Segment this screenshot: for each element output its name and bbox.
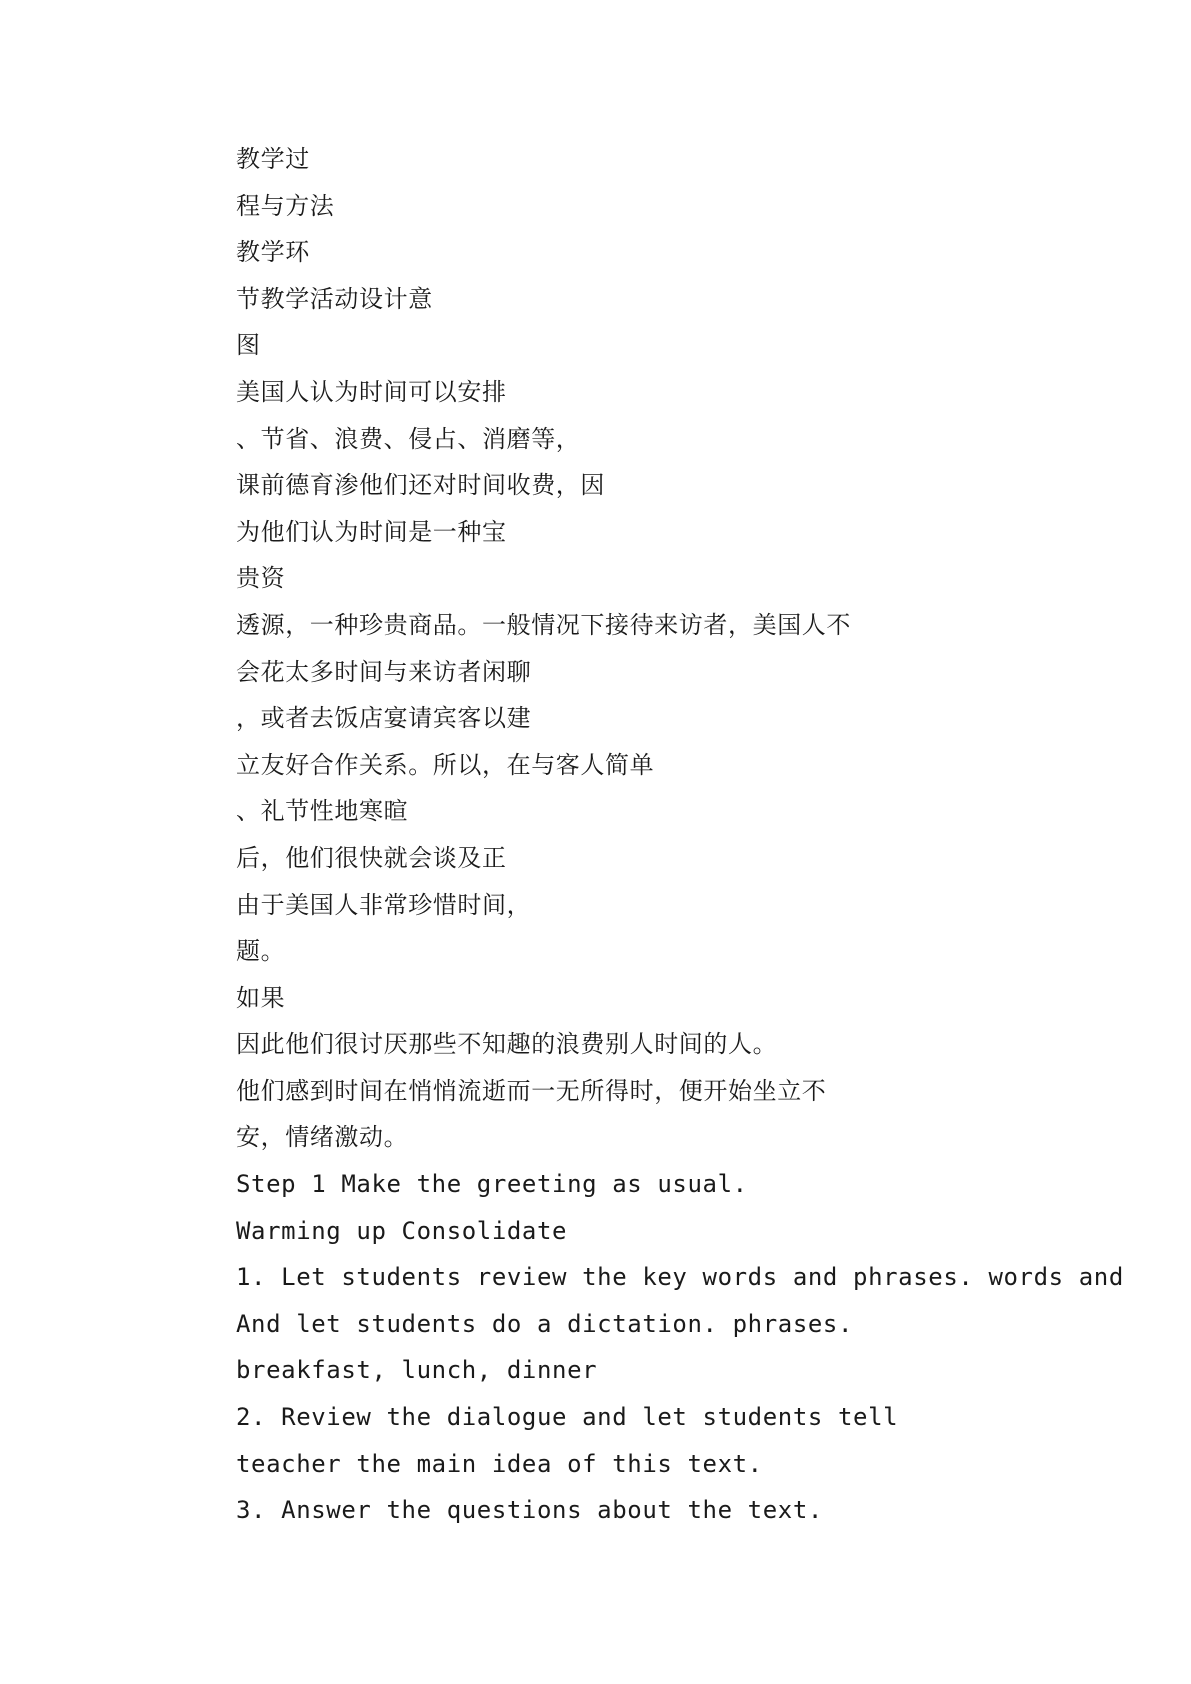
text-line: 由于美国人非常珍惜时间， <box>236 890 532 919</box>
text-line: 美国人认为时间可以安排 <box>236 377 507 406</box>
text-line: 透源，一种珍贵商品。一般情况下接待来访者，美国人不 <box>236 610 851 639</box>
text-line: 图 <box>236 331 261 360</box>
text-line: 2. Review the dialogue and let students tell <box>236 1403 899 1432</box>
text-line: 后，他们很快就会谈及正 <box>236 843 507 872</box>
text-line: Step 1 Make the greeting as usual. <box>236 1170 748 1199</box>
text-line: 程与方法 <box>236 191 335 220</box>
text-line: And let students do a dictation. phrases. <box>236 1309 854 1338</box>
text-line: 、节省、浪费、侵占、消磨等， <box>236 424 581 453</box>
text-line: 题。 <box>236 937 286 966</box>
text-line: 教学环 <box>236 238 310 267</box>
text-line: 立友好合作关系。所以，在与客人简单 <box>236 750 655 779</box>
text-line: 他们感到时间在悄悄流逝而一无所得时，便开始坐立不 <box>236 1076 827 1105</box>
text-line: 3. Answer the questions about the text. <box>236 1496 823 1525</box>
text-line: 为他们认为时间是一种宝 <box>236 517 507 546</box>
text-line: 节教学活动设计意 <box>236 284 433 313</box>
text-line: 教学过 <box>236 145 310 173</box>
text-line: Warming up Consolidate <box>236 1216 568 1245</box>
text-line: 、礼节性地寒暄 <box>236 797 409 826</box>
text-line: 因此他们很讨厌那些不知趣的浪费别人时间的人。 <box>236 1030 778 1059</box>
text-line: 1. Let students review the key words and phrases. words and <box>236 1263 1124 1292</box>
text-line: 安，情绪激动。 <box>236 1123 409 1152</box>
document-text-block <box>236 136 1124 1534</box>
text-line: breakfast, lunch, dinner <box>236 1356 598 1385</box>
text-line: 贵资 <box>236 564 286 593</box>
text-line: teacher the main idea of this text. <box>236 1449 763 1478</box>
text-line: 课前德育渗他们还对时间收费，因 <box>236 471 605 500</box>
text-line: ，或者去饭店宴请宾客以建 <box>236 704 532 733</box>
text-line: 如果 <box>236 983 286 1012</box>
text-line: 会花太多时间与来访者闲聊 <box>236 657 532 686</box>
